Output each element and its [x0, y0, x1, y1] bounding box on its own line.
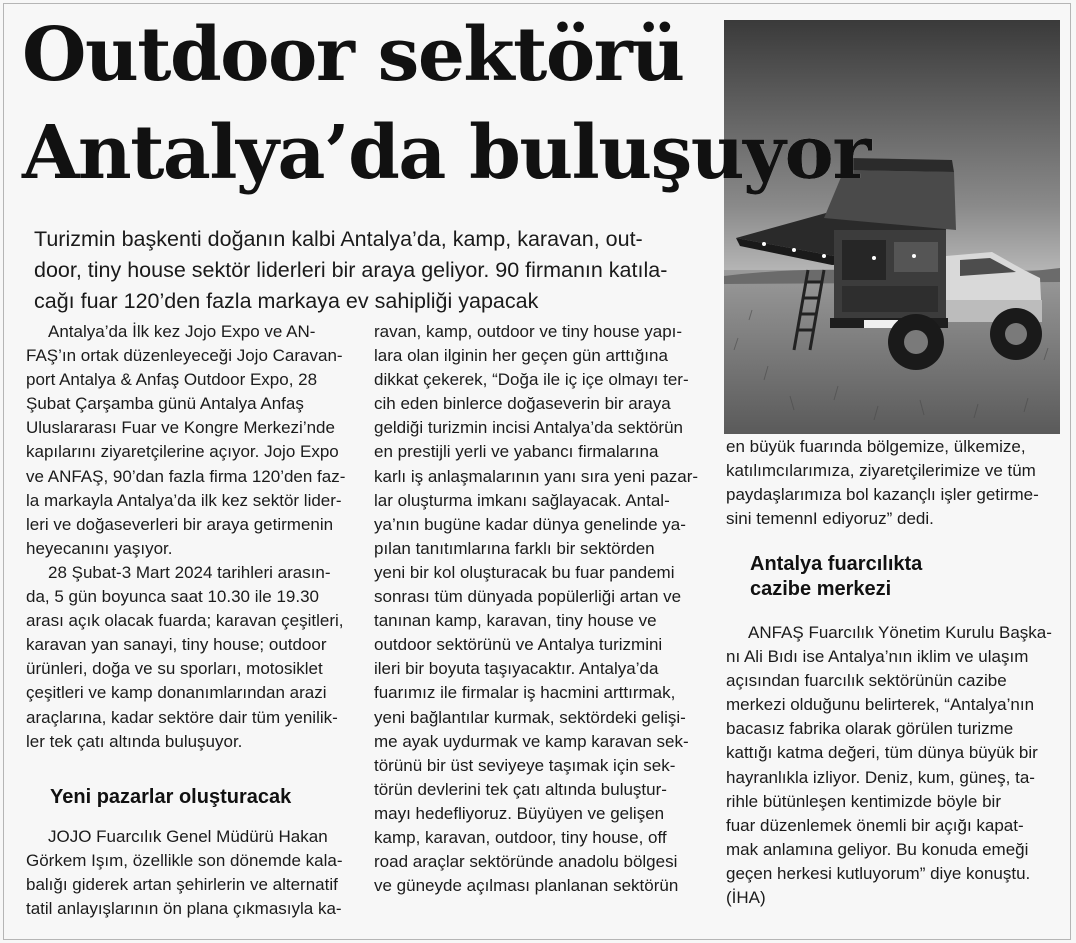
lead-paragraph: [34, 224, 714, 317]
text-line: lar oluşturma imkanı sağlayacak. Antal-: [374, 490, 670, 510]
text-line: yeni bağlantılar kurmak, sektördeki gelişi-: [374, 707, 686, 727]
subheading-yeni-pazarlar: Yeni pazarlar oluşturacak: [50, 786, 292, 808]
text-line: ravan, kamp, outdoor ve tiny house yapı-: [374, 322, 683, 341]
text-line: törünü bir üst seviyeye taşımak için sek-: [374, 755, 676, 775]
text-line: lara olan ilginin her geçen gün arttığına: [374, 346, 668, 366]
text-line: heyecanını yaşıyor.: [26, 538, 173, 558]
text-line: çeşitleri ve kamp donanımlarından arazi: [26, 683, 327, 703]
text-line: dikkat çekerek, “Doğa ile iç içe olmayı ter-: [374, 370, 689, 390]
subheading-antalya-fuarcilikta: [750, 552, 922, 602]
text-line: yeni bir kol oluşturacak bu fuar pandemi: [374, 562, 675, 582]
lead-line: cağı fuar 120’den fazla markaya ev sahipliği yapacak: [34, 289, 539, 313]
text-line: Antalya’da İlk kez Jojo Expo ve AN-: [48, 322, 316, 341]
text-line: Görkem Işım, özellikle son dönemde kala-: [26, 851, 343, 871]
text-line: kamp, karavan, outdoor, tiny house, off: [374, 827, 667, 847]
text-line: ileri bir boyuta taşıyacaktır. Antalya’da: [374, 659, 659, 679]
text-line: ya’nın bugüne kadar dünya genelinde ya-: [374, 514, 686, 534]
text-line: mak anlamına geliyor. Bu konuda emeği: [726, 839, 1029, 859]
text-line: sini temennI ediyoruz” dedi.: [726, 509, 934, 529]
text-line: fuarımız ile firmalar iş hacmini arttırmak,: [374, 683, 676, 703]
text-line: 28 Şubat-3 Mart 2024 tarihleri arasın-: [48, 562, 331, 582]
text-line: katılımcılarımıza, ziyaretçilerimize ve tüm: [726, 461, 1036, 481]
text-line: balığı giderek artan şehirlerin ve alternatif: [26, 875, 338, 895]
text-line: en prestijli yerli ve yabancı firmalarına: [374, 442, 659, 462]
text-line: bacasız fabrika olarak görülen turizme: [726, 719, 1014, 739]
text-line: ürünleri, doğa ve su sporları, motosiklet: [26, 659, 323, 679]
text-line: ANFAŞ Fuarcılık Yönetim Kurulu Başka-: [748, 623, 1052, 642]
text-line: geldiği turizmin incisi Antalya’da sektörün: [374, 418, 683, 438]
text-line: tatil anlayışlarının ön plana çıkmasıyla ka-: [26, 899, 342, 919]
headline-line-2: Antalya’da buluşuyor: [22, 110, 870, 196]
text-line: hayranlıkla izliyor. Deniz, kum, güneş, ta-: [726, 767, 1035, 787]
text-line: arası açık olacak fuarda; karavan çeşitleri,: [26, 611, 344, 631]
text-line: ler tek çatı altında buluşuyor.: [26, 731, 243, 751]
text-line: geçen herkesi kutluyorum” diye konuştu.: [726, 863, 1031, 883]
text-line: kattığı katma değeri, tüm dünya büyük bir: [726, 743, 1038, 763]
text-line: pılan tanıtımlarına farklı bir sektörden: [374, 538, 655, 558]
text-line: Şubat Çarşamba günü Antalya Anfaş: [26, 394, 304, 414]
paragraph: [26, 320, 361, 561]
article-column-1: [26, 320, 361, 754]
text-line: leri ve doğaseverleri bir araya getirmenin: [26, 514, 334, 534]
text-line: karavan yan sanayi, tiny house; outdoor: [26, 635, 327, 655]
text-line: FAŞ’ın ortak düzenleyeceği Jojo Caravan-: [26, 346, 343, 366]
subheading-line: Antalya fuarcılıkta: [750, 553, 923, 575]
text-line: outdoor sektörünü ve Antalya turizmini: [374, 635, 663, 655]
text-line: cih eden binlerce doğaseverin bir araya: [374, 394, 671, 414]
text-line: açısından fuarcılık sektörünün cazibe: [726, 671, 1007, 691]
text-line: en büyük fuarında bölgemize, ülkemize,: [726, 437, 1026, 456]
text-line: kapılarını ziyaretçilerine açıyor. Jojo Expo: [26, 442, 339, 462]
text-line: road araçlar sektöründe anadolu bölgesi: [374, 852, 678, 872]
article-column-1-continued: [26, 825, 361, 921]
subheading-line: cazibe merkezi: [750, 578, 892, 600]
text-line: sonrası tüm dünyada popülerliği artan ve: [374, 587, 682, 607]
lead-line: door, tiny house sektör liderleri bir araya geliyor. 90 firmanın katıla-: [34, 258, 668, 282]
article-column-3: [726, 435, 1061, 531]
text-line: merkezi olduğunu belirterek, “Antalya’nın: [726, 695, 1035, 715]
article-column-3-continued: [726, 621, 1061, 910]
text-line: (İHA): [726, 888, 766, 908]
text-line: rihle bütünleşen kentimizde böyle bir: [726, 791, 1001, 811]
lead-line: Turizmin başkenti doğanın kalbi Antalya’da, kamp, karavan, out-: [34, 227, 643, 251]
headline-line-1: Outdoor sektörü: [22, 12, 684, 98]
text-line: törün devlerini tek çatı altında buluştur-: [374, 779, 667, 799]
text-line: da, 5 gün boyunca saat 10.30 ile 19.30: [26, 587, 320, 607]
text-line: fuar düzenlemek önemli bir açığı kapat-: [726, 815, 1024, 835]
text-line: araçlarına, kadar sektöre dair tüm yenilik-: [26, 707, 338, 727]
text-line: nı Ali Bıdı ise Antalya’nın iklim ve ulaşım: [726, 647, 1029, 667]
article-column-2: [374, 320, 709, 898]
text-line: tanınan kamp, karavan, tiny house ve: [374, 611, 657, 631]
text-line: karlı iş anlaşmalarının yanı sıra yeni pazar-: [374, 466, 699, 486]
text-line: JOJO Fuarcılık Genel Müdürü Hakan: [48, 827, 328, 846]
text-line: me ayak uydurmak ve kamp karavan sek-: [374, 731, 689, 751]
text-line: mayı hedefliyoruz. Büyüyen ve gelişen: [374, 803, 665, 823]
headline: [22, 6, 870, 202]
text-line: paydaşlarımıza bol kazançlı işler getirme-: [726, 485, 1039, 505]
text-line: la markayla Antalya’da ilk kez sektör lider-: [26, 490, 342, 510]
text-line: ve ANFAŞ, 90’dan fazla firma 120’den faz-: [26, 466, 346, 486]
text-line: ve güneyde açılması planlanan sektörün: [374, 876, 679, 896]
text-line: port Antalya & Anfaş Outdoor Expo, 28: [26, 370, 318, 390]
text-line: Uluslararası Fuar ve Kongre Merkezi’nde: [26, 418, 335, 438]
paragraph: [26, 561, 361, 754]
